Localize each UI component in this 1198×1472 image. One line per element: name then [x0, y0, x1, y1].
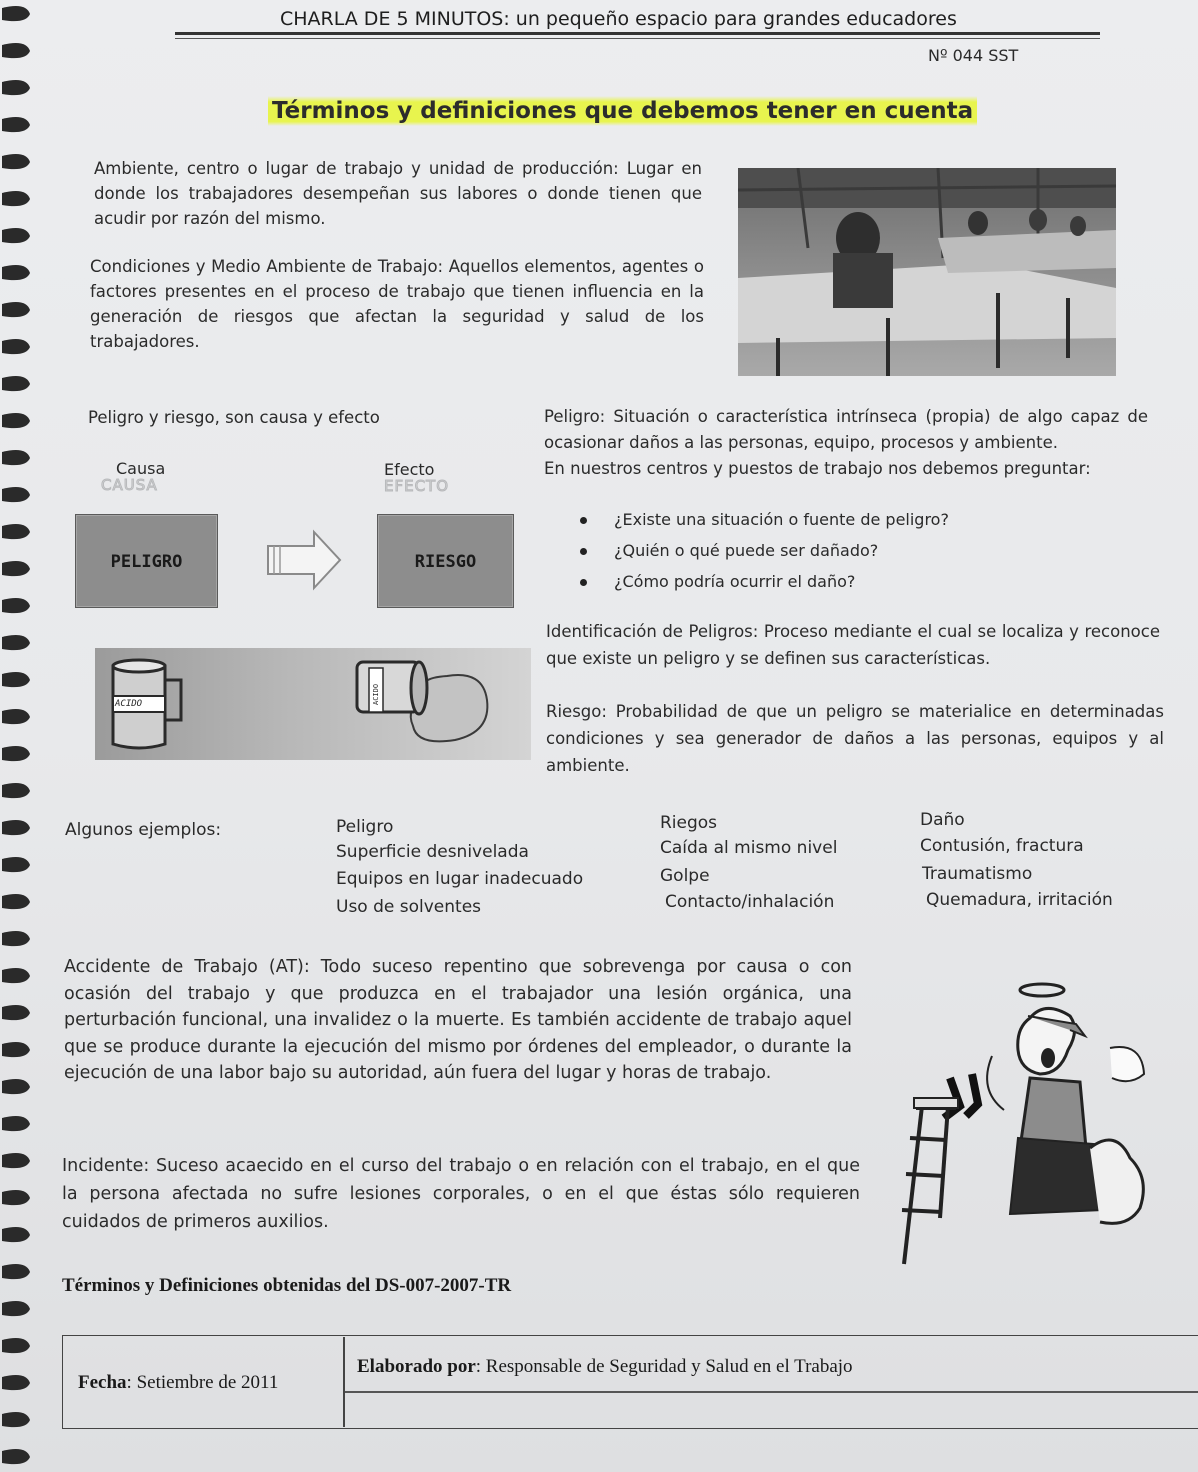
spiral-ring [2, 1301, 30, 1316]
header-title: CHARLA DE 5 MINUTOS: un pequeño espacio para grandes educadores [280, 8, 957, 30]
example-riesgo-cell: Golpe [660, 866, 710, 886]
example-dano-cell: Quemadura, irritación [926, 890, 1113, 910]
spiral-ring [2, 820, 30, 835]
spiral-ring [2, 1375, 30, 1390]
spiral-ring [2, 1079, 30, 1094]
definition-condiciones: Condiciones y Medio Ambiente de Trabajo: Aquellos elementos, agentes o factores presentes en el proceso de trabajo que tienen influencia en la generación de riesgos que afectan la seguridad y salud de los trabajadores. [90, 257, 704, 351]
example-dano-cell: Contusión, fractura [920, 836, 1084, 856]
spiral-ring [2, 80, 30, 95]
accident-cartoon [880, 978, 1170, 1278]
spiral-ring [2, 1338, 30, 1353]
cause-ghost-text: CAUSA [101, 476, 158, 494]
spiral-ring [2, 709, 30, 724]
spiral-ring [2, 635, 30, 650]
spiral-ring [2, 931, 30, 946]
acid-label-rotated: ACIDO [372, 683, 380, 705]
footer-author-value: : Responsable de Seguridad y Salud en el Trabajo [475, 1356, 853, 1377]
spiral-ring [2, 265, 30, 280]
spiral-ring [2, 376, 30, 391]
spiral-ring [2, 228, 30, 243]
question-item: ¿Existe una situación o fuente de peligro? [614, 510, 949, 541]
document-number: Nº 044 SST [928, 46, 1019, 65]
spiral-ring [2, 43, 30, 58]
spiral-ring [2, 746, 30, 761]
spiral-ring [2, 1412, 30, 1427]
definition-riesgo: Riesgo: Probabilidad de que un peligro se materialice en determinadas condiciones y sea generador de daños a las personas, equipos y al ambiente. [546, 702, 1164, 775]
header-rule-thin [175, 38, 1100, 39]
footer-date [78, 1372, 278, 1394]
examples-header-peligro: Peligro [336, 817, 394, 837]
page-title: Términos y definiciones que debemos tener en cuenta [268, 96, 977, 126]
effect-label: Efecto [384, 460, 435, 479]
examples-label: Algunos ejemplos: [65, 820, 222, 840]
spiral-ring [2, 968, 30, 983]
examples-header-dano: Daño [920, 810, 965, 830]
spiral-ring [2, 6, 30, 21]
question-item: ¿Quién o qué puede ser dañado? [614, 541, 949, 572]
spiral-ring [2, 524, 30, 539]
spiral-ring [2, 672, 30, 687]
peligro-box [75, 514, 218, 608]
footer-inner-rule [345, 1391, 1198, 1393]
example-riesgo-cell: Caída al mismo nivel [660, 838, 838, 858]
workshop-photo [738, 168, 1116, 376]
peligro-intro: En nuestros centros y puestos de trabajo nos debemos preguntar: [544, 459, 1091, 478]
example-peligro-cell: Uso de solventes [336, 897, 482, 917]
spiral-ring [2, 561, 30, 576]
example-dano-cell: Traumatismo [922, 864, 1033, 884]
acid-label: ACIDO [115, 699, 143, 709]
peligro-box-label: PELIGRO [110, 552, 183, 572]
spiral-ring [2, 1190, 30, 1205]
spiral-ring [2, 1042, 30, 1057]
definition-accidente: Accidente de Trabajo (AT): Todo suceso repentino que sobrevenga por causa o con ocasión del trabajo y que produzca en el trabajador una lesión orgánica, una perturbación funcional, una invalidez o la muerte. Es también accidente de trabajo aquel que se produce durante la ejecución del mismo por órdenes del empleador, o durante la ejecución de una labor bajo su autoridad, aún fuera del lugar y horas de trabajo. [64, 957, 852, 1083]
question-item: ¿Cómo podría ocurrir el daño? [614, 572, 949, 603]
cause-effect-title: Peligro y riesgo, son causa y efecto [88, 408, 380, 427]
spiral-ring [2, 1227, 30, 1242]
footer-date-key: Fecha [78, 1372, 127, 1393]
spiral-ring [2, 302, 30, 317]
spiral-ring [2, 117, 30, 132]
spiral-ring [2, 1449, 30, 1464]
acid-illustration [95, 648, 531, 760]
examples-header-riesgos: Riegos [660, 813, 718, 833]
source-note: Términos y Definiciones obtenidas del DS-007-2007-TR [62, 1275, 512, 1296]
footer-divider [343, 1337, 345, 1427]
footer-author-key: Elaborado por [357, 1356, 476, 1377]
spiral-ring [2, 783, 30, 798]
spiral-ring [2, 339, 30, 354]
footer-date-value: : Setiembre de 2011 [126, 1372, 279, 1393]
spiral-ring [2, 1116, 30, 1131]
spiral-ring [2, 1005, 30, 1020]
definition-ambiente: Ambiente, centro o lugar de trabajo y unidad de producción: Lugar en donde los trabajadores desempeñan sus labores o donde tienen que acudir por razón del mismo. [94, 159, 702, 228]
spiral-ring [2, 857, 30, 872]
riesgo-box [377, 514, 514, 608]
example-peligro-cell: Superficie desnivelada [336, 842, 529, 862]
spiral-ring [2, 487, 30, 502]
example-peligro-cell: Equipos en lugar inadecuado [336, 869, 584, 889]
definition-incidente: Incidente: Suceso acaecido en el curso del trabajo o en relación con el trabajo, en el que la persona afectada no sufre lesiones corporales, o en el que éstas sólo requieren cuidados de primeros auxilios. [62, 1156, 860, 1232]
question-list [614, 510, 949, 603]
spiral-ring [2, 191, 30, 206]
spiral-ring [2, 450, 30, 465]
spiral-ring [2, 1264, 30, 1279]
footer-author [357, 1356, 853, 1378]
header-rule [175, 32, 1100, 35]
riesgo-box-label: RIESGO [414, 552, 477, 572]
example-riesgo-cell: Contacto/inhalación [665, 892, 835, 912]
spiral-ring [2, 154, 30, 169]
cause-label: Causa [116, 459, 166, 478]
spiral-ring [2, 598, 30, 613]
spiral-ring [2, 413, 30, 428]
spiral-ring [2, 1153, 30, 1168]
spiral-binding [0, 0, 40, 1472]
effect-ghost-text: EFECTO [384, 477, 450, 495]
arrow-right-icon [266, 528, 342, 592]
definition-identificacion: Identificación de Peligros: Proceso mediante el cual se localiza y reconoce que existe un peligro y se definen sus características. [546, 622, 1160, 668]
definition-peligro: Peligro: Situación o característica intrínseca (propia) de algo capaz de ocasionar daños a las personas, equipo, procesos y ambiente. [544, 407, 1148, 452]
spiral-ring [2, 894, 30, 909]
acid-container-graphic [95, 648, 531, 760]
